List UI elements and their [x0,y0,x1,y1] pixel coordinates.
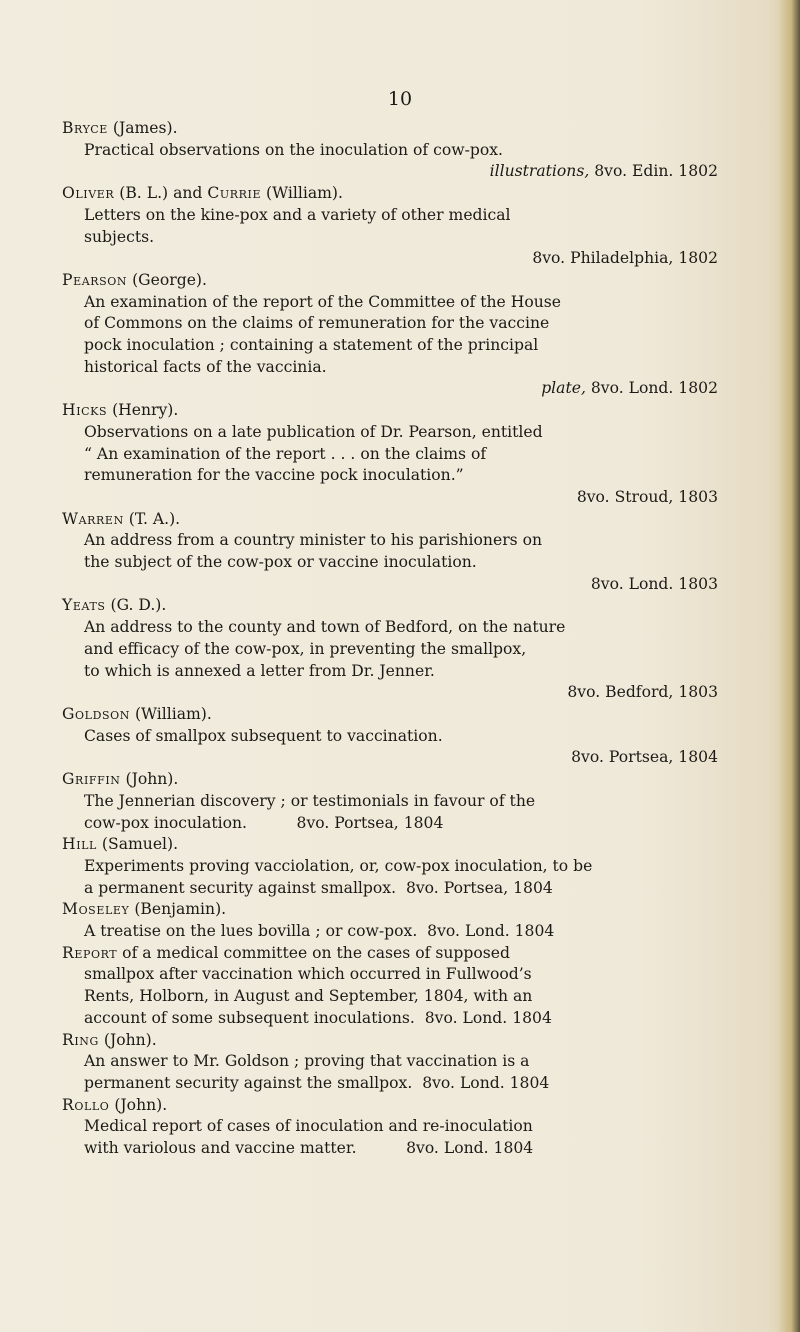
author-name: Moseley [62,900,130,919]
entry-title-line: of Commons on the claims of remuneration for the vaccine [84,314,550,333]
bibliography-entry [62,270,718,400]
entry-heading [62,899,718,921]
entry-title-line: historical facts of the vaccinia. [84,357,327,376]
entry-title-line: An answer to Mr. Goldson ; proving that vaccination is a [84,1052,530,1071]
imprint-text: 8vo. Portsea, 1804 [571,748,718,767]
bibliography-entry [62,509,718,596]
author-detail: (John). [109,1095,168,1114]
entry-title-line: subjects. [84,227,155,246]
imprint-line [62,747,718,769]
bibliography-entry [62,899,718,942]
author-detail: (T. A.). [123,509,181,528]
entry-title-line: pock inoculation ; containing a statement of the principal [84,336,539,355]
author-name: Goldson [62,704,130,723]
imprint-line [62,161,718,183]
bibliography-entry [62,769,718,834]
author-name: Hicks [62,401,108,420]
entry-heading [62,183,718,205]
entry-title-line: with variolous and vaccine matter. 8vo. Lond. 1804 [84,1139,534,1158]
entry-title-line: remuneration for the vaccine pock inoculation.” [84,466,464,485]
author-detail: (John). [120,770,179,789]
entry-title-line: The Jennerian discovery ; or testimonials in favour of the [84,791,536,810]
entry-title-line: Cases of smallpox subsequent to vaccination. [84,726,443,745]
page-edge-shadow [778,0,800,1332]
author-name: Warren [62,509,124,528]
imprint-note: illustrations, [489,162,590,181]
entry-title-line: permanent security against the smallpox. 8vo. Lond. 1804 [84,1073,550,1092]
imprint-line [62,378,718,400]
entry-title-line: Rents, Holborn, in August and September, 1804, with an [84,987,533,1006]
author-name: Oliver [62,184,115,203]
entry-title-line: A treatise on the lues bovilla ; or cow-pox. 8vo. Lond. 1804 [84,922,555,941]
author-name: Pearson [62,270,128,289]
bibliography-entry [62,400,718,509]
entry-title-line: Observations on a late publication of Dr. Pearson, entitled [84,422,543,441]
entry-title-line: Letters on the kine-pox and a variety of other medical [84,205,511,224]
bibliography-entry [62,183,718,270]
imprint-text: 8vo. Philadelphia, 1802 [532,249,718,268]
imprint-line [62,574,718,596]
author-name: Hill [62,835,97,854]
author-detail: (George). [127,270,207,289]
imprint-text: 8vo. Stroud, 1803 [576,487,718,506]
bibliography-entry [62,1030,718,1095]
entry-title-line: the subject of the cow-pox or vaccine inoculation. [84,553,477,572]
author-name: Rollo [62,1095,110,1114]
author-detail: (Samuel). [96,835,179,854]
imprint-text: 8vo. Lond. 1802 [585,379,718,398]
author-detail: (Benjamin). [129,900,227,919]
entry-heading [62,118,718,140]
entry-heading [62,943,718,965]
entry-title-line: Experiments proving vacciolation, or, cow-pox inoculation, to be [84,856,593,875]
entry-title-line: a permanent security against smallpox. 8vo. Portsea, 1804 [84,878,553,897]
imprint-line [62,487,718,509]
entry-heading [62,1095,718,1117]
second-author-detail: (William). [261,184,343,203]
bibliography-entry [62,943,718,1030]
entry-heading [62,704,718,726]
entry-heading [62,1030,718,1052]
author-detail: of a medical committee on the cases of supposed [117,943,510,962]
second-author-name: Currie [207,184,262,203]
entry-title-line: account of some subsequent inoculations. 8vo. Lond. 1804 [84,1008,552,1027]
author-detail: (B. L.) and [114,184,208,203]
entry-title-line: smallpox after vaccination which occurred in Fullwood’s [84,965,532,984]
author-detail: (William). [129,704,212,723]
author-detail: (G. D.). [105,596,167,615]
author-detail: (James). [107,119,178,137]
entry-heading [62,834,718,856]
bibliography-entry [62,118,718,183]
author-name: Report [62,943,118,962]
entry-title-line: An address from a country minister to his parishioners on [84,531,543,550]
bibliography-entry [62,1095,718,1160]
imprint-note: plate, [541,379,586,398]
entry-title-line: to which is annexed a letter from Dr. Jenner. [84,661,435,680]
author-name: Griffin [62,770,121,789]
author-name: Yeats [62,596,106,615]
entry-heading [62,400,718,422]
entry-title-line: An address to the county and town of Bedford, on the nature [84,618,566,637]
imprint-text: 8vo. Lond. 1803 [590,574,718,593]
author-detail: (John). [98,1030,157,1049]
entry-title-line: cow-pox inoculation. 8vo. Portsea, 1804 [84,813,444,832]
entry-title-line: An examination of the report of the Committee of the House [84,292,561,311]
bibliography-entry [62,704,718,769]
imprint-text: 8vo. Bedford, 1803 [567,683,718,702]
imprint-line [62,248,718,270]
entry-title-line: and efficacy of the cow-pox, in preventing the smallpox, [84,639,527,658]
imprint-text: 8vo. Edin. 1802 [589,162,718,181]
bibliography-entry [62,595,718,704]
entry-heading [62,595,718,617]
entry-heading [62,769,718,791]
entry-title-line: Medical report of cases of inoculation and re-inoculation [84,1117,533,1136]
bibliography-entry [62,834,718,899]
entry-title-line: Practical observations on the inoculation of cow-pox. [84,140,503,159]
entry-heading [62,509,718,531]
entry-heading [62,270,718,292]
imprint-line [62,682,718,704]
page-number: 10 [387,88,413,110]
entry-title-line: “ An examination of the report . . . on the claims of [84,444,487,463]
author-name: Ring [62,1030,99,1049]
author-name: Bryce [62,119,108,137]
author-detail: (Henry). [107,401,179,420]
bibliography-list [62,118,718,1160]
